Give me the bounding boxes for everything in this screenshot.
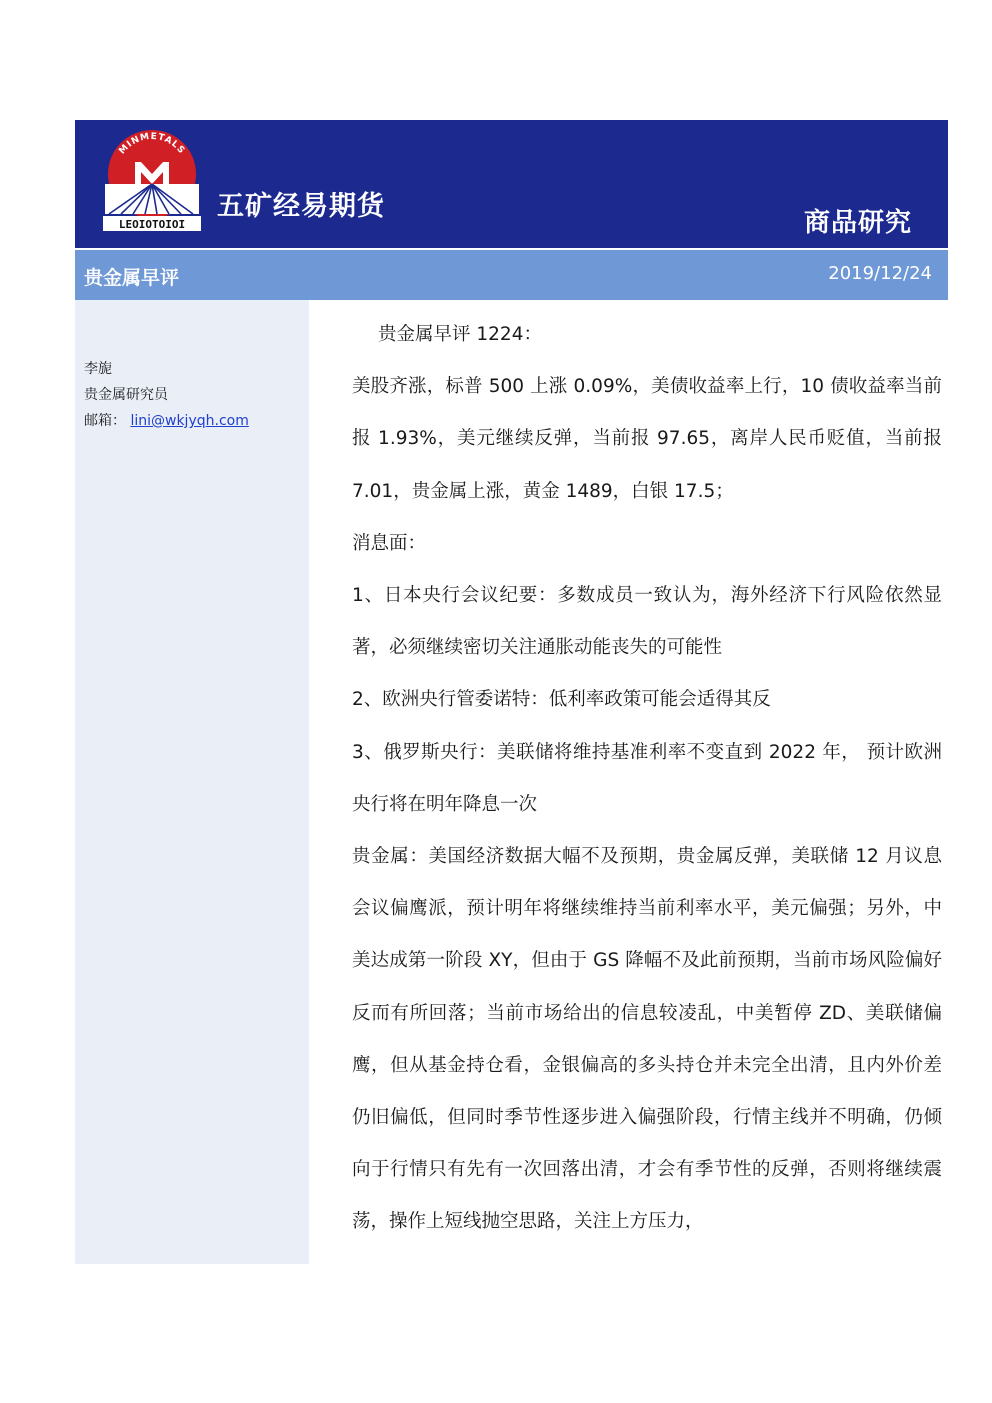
body-paragraph-analysis: 贵金属：美国经济数据大幅不及预期，贵金属反弹，美联储 12 月议息会议偏鹰派，预计明年将继续维持当前利率水平，美元偏强；另外，中美达成第一阶段 XY，但由于 GS 降幅不及此前预期，当前市场风险偏好反而有所回落；当前市场给出的信息较凌乱，中美暂停 ZD、美联储偏鹰，但从基金持仓看，金银偏高的多头持仓并未完全出清，且内外价差仍旧偏低，但同时季节性逐步进入偏强阶段，行情主线并不明确，仍倾向于行情只有先有一次回落出清，才会有季节性的反弹，否则将继续震荡，操作上短线抛空思路，关注上方压力，: [352, 846, 942, 1233]
body-paragraph-news-heading: 消息面：: [352, 532, 427, 554]
minmetals-logo: [101, 128, 203, 236]
report-subheader: [75, 250, 948, 300]
author-info: [84, 356, 249, 434]
author-name: 李旎: [84, 361, 112, 377]
report-date: 2019/12/24: [828, 263, 932, 284]
body-title: 贵金属早评 1224：: [378, 324, 542, 345]
author-role: 贵金属研究员: [84, 387, 168, 403]
report-body: [352, 309, 942, 1249]
author-email-link[interactable]: lini@wkjyqh.com: [130, 413, 249, 429]
logo-bottom-text: LEOIOTOIOI: [118, 218, 186, 231]
author-sidebar: [75, 300, 309, 1264]
email-label: 邮箱：: [84, 413, 126, 429]
report-subtitle: 贵金属早评: [84, 267, 180, 289]
body-paragraph-news-2: 2、欧洲央行管委诺特：低利率政策可能会适得其反: [352, 689, 771, 711]
report-header: [75, 120, 948, 248]
company-name: 五矿经易期货: [217, 191, 385, 222]
author-email-row: [84, 408, 249, 434]
body-paragraph-news-1: 1、日本央行会议纪要：多数成员一致认为，海外经济下行风险依然显著，必须继续密切关注通胀动能丧失的可能性: [352, 585, 942, 659]
logo-arc-text: MINMETALS: [117, 131, 187, 157]
body-paragraph-market: 美股齐涨，标普 500 上涨 0.09%，美债收益率上行，10 债收益率当前报 1.93%，美元继续反弹，当前报 97.65，离岸人民币贬值，当前报 7.01，贵金属上涨，黄金 1489，白银 17.5；: [352, 376, 942, 502]
body-paragraph-news-3: 3、俄罗斯央行：美联储将维持基准利率不变直到 2022 年， 预计欧洲央行将在明年降息一次: [352, 741, 942, 815]
report-category: 商品研究: [803, 208, 912, 238]
